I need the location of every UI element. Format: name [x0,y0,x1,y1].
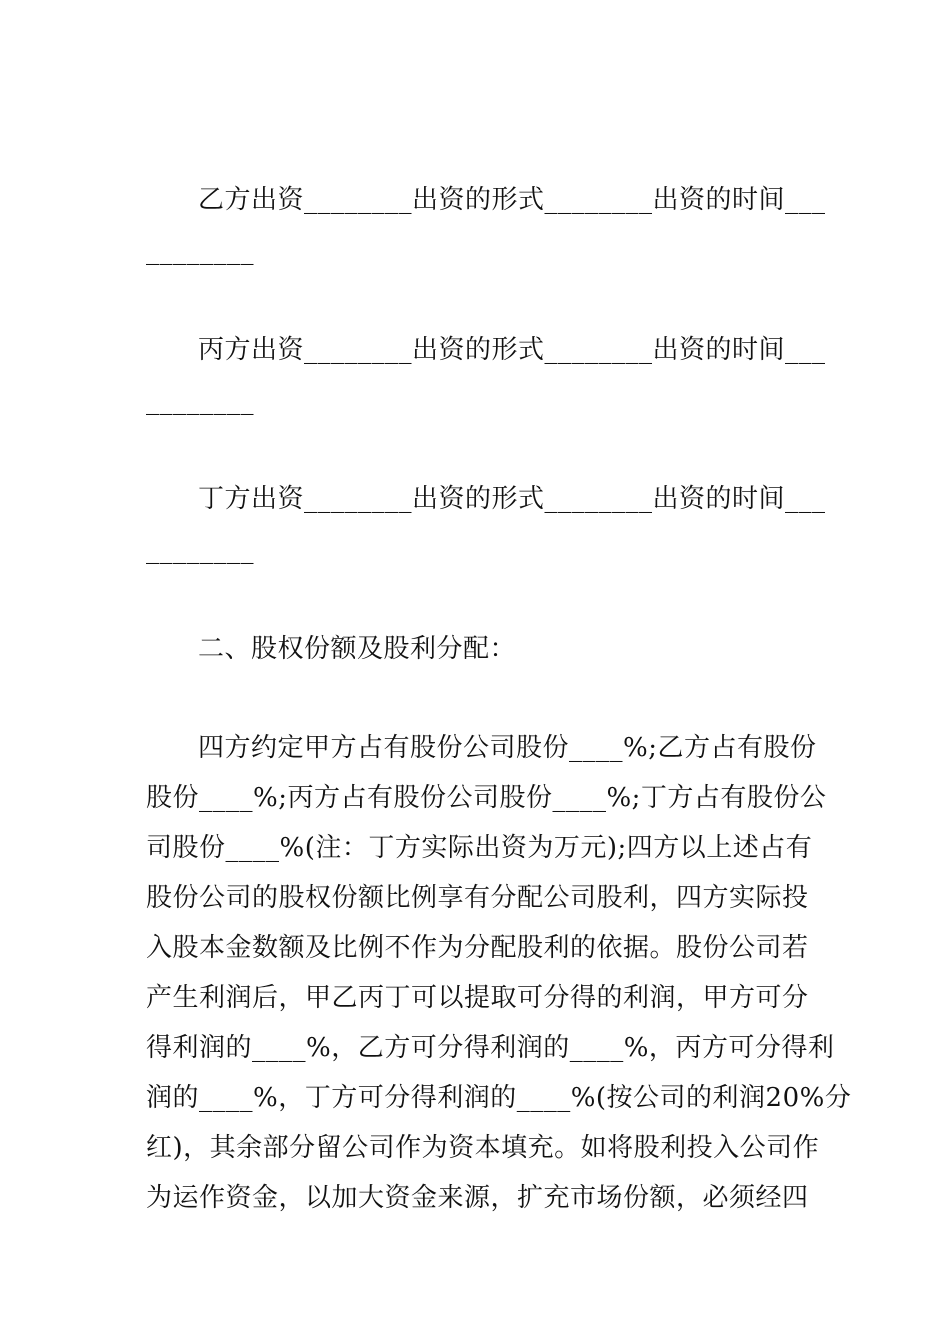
contribution-yi-line: 乙方出资________出资的形式________出资的时间___ [198,185,826,215]
contribution-bing-line: 丙方出资________出资的形式________出资的时间___ [198,335,826,365]
paragraph-line: 为运作资金，以加大资金来源，扩充市场份额，必须经四 [146,1183,809,1213]
paragraph-line: 得利润的____%，乙方可分得利润的____%，丙方可分得利 [146,1033,835,1063]
section-heading: 二、股权份额及股利分配： [198,634,517,664]
contribution-yi-continuation: ________ [146,236,254,266]
paragraph-line: 红)，其余部分留公司作为资本填充。如将股利投入公司作 [146,1133,820,1163]
paragraph-line: 股份____%;丙方占有股份公司股份____%;丁方占有股份公 [146,783,827,813]
contribution-ding-line: 丁方出资________出资的形式________出资的时间___ [198,484,826,514]
paragraph-line: 润的____%，丁方可分得利润的____%(按公司的利润20%分 [146,1083,852,1113]
paragraph-line: 四方约定甲方占有股份公司股份____%;乙方占有股份 [198,733,817,763]
contribution-ding-continuation: ________ [146,535,254,565]
contribution-bing-continuation: ________ [146,386,254,416]
paragraph-line: 入股本金数额及比例不作为分配股利的依据。股份公司若 [146,933,809,963]
paragraph-line: 产生利润后，甲乙丙丁可以提取可分得的利润，甲方可分 [146,983,809,1013]
paragraph-line: 股份公司的股权份额比例享有分配公司股利，四方实际投 [146,883,809,913]
paragraph-line: 司股份____%(注：丁方实际出资为万元);四方以上述占有 [146,833,813,863]
